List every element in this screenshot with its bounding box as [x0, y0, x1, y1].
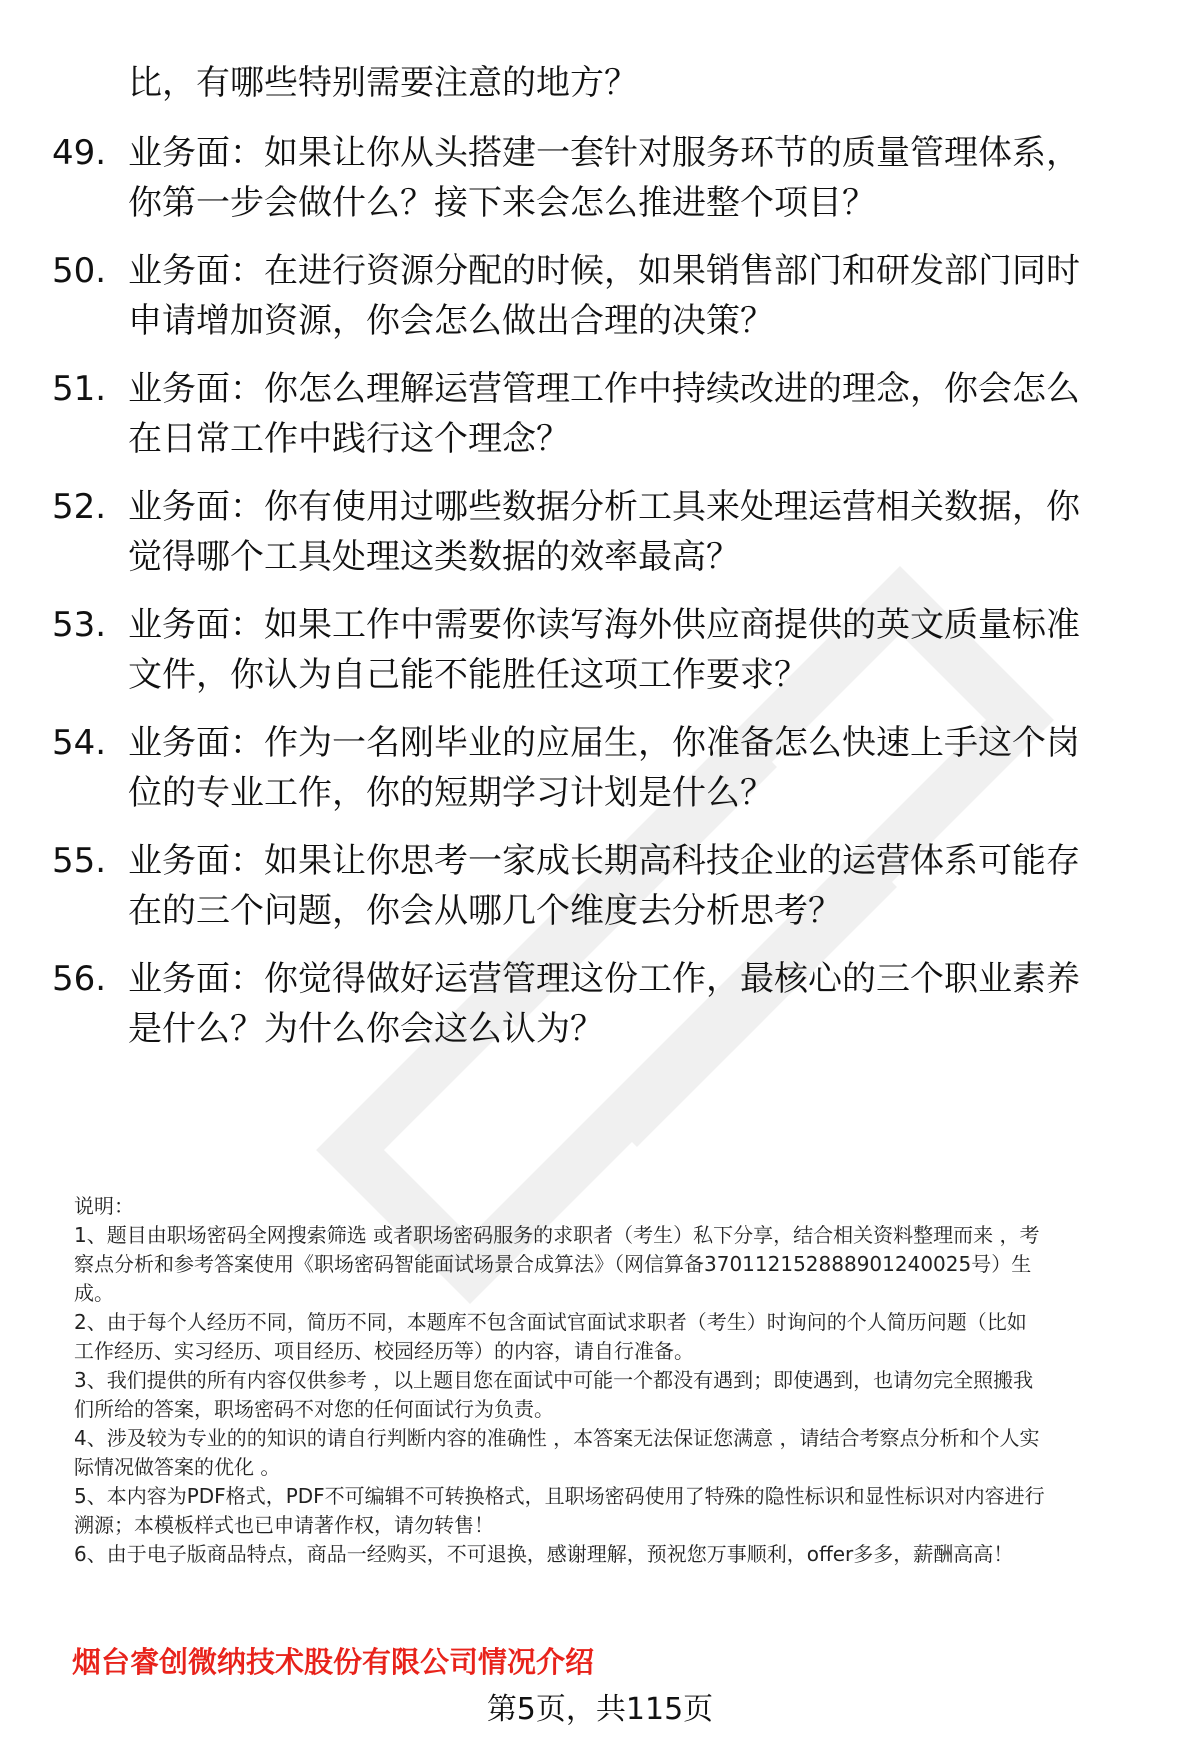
question-number: 55.	[52, 841, 107, 881]
notes-line: 工作经历、实习经历、项目经历、校园经历等）的内容，请自行准备。	[74, 1339, 694, 1363]
notes-line: 3、我们提供的所有内容仅供参考 ，以上题目您在面试中可能一个都没有遇到；即使遇到，也请勿完全照搬我	[74, 1368, 1034, 1392]
question-number: 54.	[52, 723, 107, 763]
question-line: 申请增加资源，你会怎么做出合理的决策？	[128, 301, 774, 341]
question-item	[52, 364, 1162, 464]
question-line: 业务面：你觉得做好运营管理这份工作，最核心的三个职业素养	[128, 959, 1080, 999]
question-continuation: 比，有哪些特别需要注意的地方？	[128, 63, 638, 103]
question-text	[128, 718, 1162, 818]
question-text	[128, 836, 1162, 936]
question-text	[128, 954, 1162, 1054]
question-item	[52, 482, 1162, 582]
question-line: 是什么？为什么你会这么认为？	[128, 1009, 604, 1049]
question-line: 业务面：如果让你思考一家成长期高科技企业的运营体系可能存	[128, 841, 1080, 881]
question-item	[52, 836, 1162, 936]
question-line: 业务面：在进行资源分配的时候，如果销售部门和研发部门同时	[128, 251, 1080, 291]
question-item	[52, 718, 1162, 818]
question-line: 业务面：如果工作中需要你读写海外供应商提供的英文质量标准	[128, 605, 1080, 645]
notes-title: 说明：	[74, 1194, 134, 1218]
question-line: 业务面：作为一名刚毕业的应届生，你准备怎么快速上手这个岗	[128, 723, 1080, 763]
notes-line: 4、涉及较为专业的的知识的请自行判断内容的准确性 ，本答案无法保证您满意 ，请结合考察点分析和个人实	[74, 1426, 1040, 1450]
page-number: 第5页，共115页	[486, 1692, 714, 1727]
question-line: 文件，你认为自己能不能胜任这项工作要求？	[128, 655, 808, 695]
question-number: 51.	[52, 369, 107, 409]
question-text	[128, 364, 1162, 464]
question-line: 你第一步会做什么？接下来会怎么推进整个项目？	[128, 183, 876, 223]
notes-line: 2、由于每个人经历不同，简历不同，本题库不包含面试官面试求职者（考生）时询问的个人简历问题（比如	[74, 1310, 1027, 1334]
question-line: 业务面：你有使用过哪些数据分析工具来处理运营相关数据，你	[128, 487, 1080, 527]
question-item	[52, 600, 1162, 700]
question-line: 位的专业工作，你的短期学习计划是什么？	[128, 773, 774, 813]
question-text	[128, 128, 1162, 228]
notes-line: 6、由于电子版商品特点，商品一经购买，不可退换，感谢理解，预祝您万事顺利，offer多多，薪酬高高！	[74, 1542, 1014, 1566]
notes-line: 际情况做答案的优化 。	[74, 1455, 281, 1479]
notes-line: 察点分析和参考答案使用《职场密码智能面试场景合成算法》（网信算备370112152888901240025号）生	[74, 1252, 1032, 1276]
question-text	[128, 482, 1162, 582]
question-text	[128, 246, 1162, 346]
question-line: 业务面：你怎么理解运营管理工作中持续改进的理念，你会怎么	[128, 369, 1080, 409]
notes-line: 成。	[74, 1281, 114, 1305]
notes-line: 们所给的答案，职场密码不对您的任何面试行为负责。	[74, 1397, 554, 1421]
question-item	[52, 246, 1162, 346]
company-title: 烟台睿创微纳技术股份有限公司情况介绍	[72, 1645, 595, 1679]
question-number: 53.	[52, 605, 107, 645]
notes-line: 溯源；本模板样式也已申请著作权，请勿转售！	[74, 1513, 494, 1537]
question-item	[52, 954, 1162, 1054]
question-line: 业务面：如果让你从头搭建一套针对服务环节的质量管理体系，	[128, 133, 1080, 173]
notes-line: 5、本内容为PDF格式，PDF不可编辑不可转换格式，且职场密码使用了特殊的隐性标识和显性标识对内容进行	[74, 1484, 1045, 1508]
question-text	[128, 600, 1162, 700]
question-number: 50.	[52, 251, 107, 291]
question-line: 在的三个问题，你会从哪几个维度去分析思考？	[128, 891, 842, 931]
question-item	[52, 128, 1162, 228]
question-line: 觉得哪个工具处理这类数据的效率最高？	[128, 537, 740, 577]
notes-section	[74, 1192, 1164, 1569]
question-line: 在日常工作中践行这个理念？	[128, 419, 570, 459]
question-number: 49.	[52, 133, 107, 173]
question-number: 56.	[52, 959, 107, 999]
notes-line: 1、题目由职场密码全网搜索筛选 或者职场密码服务的求职者（考生）私下分享，结合相关资料整理而来 ，考	[74, 1223, 1040, 1247]
question-number: 52.	[52, 487, 107, 527]
